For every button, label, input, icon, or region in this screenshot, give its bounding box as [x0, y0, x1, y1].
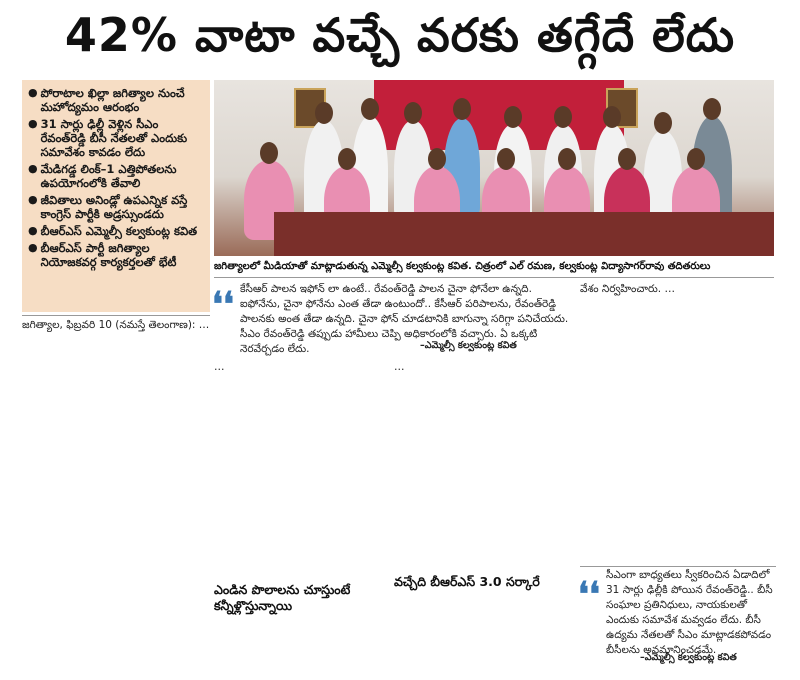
person-head	[260, 142, 278, 164]
quote-mark-icon: ❛❛	[212, 285, 234, 325]
highlight-item	[28, 117, 206, 159]
subheading-2: వచ్చేది బీఆర్ఎస్ 3.0 సర్కారే	[394, 574, 540, 589]
person-head	[428, 148, 446, 170]
highlight-text: బీఆర్ఎస్ ఎమ్మెల్సీ కల్వకుంట్ల కవిత	[40, 224, 198, 238]
highlight-item	[28, 86, 206, 114]
bullet-icon: ●	[28, 117, 38, 130]
article-column-1: జగిత్యాల, ఫిబ్రవరి 10 (నమస్తే తెలంగాణ): …	[22, 319, 210, 331]
person-head	[504, 106, 522, 128]
article-column-2: …	[214, 361, 225, 373]
pull-quote-1: కేసీఆర్ పాలన ఇఫోన్ లా ఉంటే.. రేవంత్‌రెడ్డి పాలన చైనా ఫోనేలా ఉన్నది. ఐఫోనేను, చైనా ఫోనేను ఎంత తేడా ఉంటుందో.. కేసీఆర్ పరిపాలను, రేవంత్‌రెడ్డి పాలనకు అంత తేడా ఉన్నది. చైనా ఫోన్ చూడటానికి బాగున్నా సరిగ్గా పనిచేయదు. సీఎం రేవంత్‌రెడ్డి తప్పుడు హామీలు చెప్పి అధికారంలోకి వచ్చారు. ఏ ఒక్కటి నెరవేర్చడం లేదు.	[240, 283, 569, 355]
highlight-text: జీవితాలు అనిండ్లో ఉపఎన్నిక వస్తే కాంగ్రెస్ పార్టీకి అడ్రస్సుండదు	[40, 193, 188, 221]
highlight-text: పోరాటాల ఖిల్లా జగిత్యాల నుంచే మహోద్యమం ఆరంభం	[40, 86, 185, 114]
article-column-4: వేశం నిర్వహించారు. …	[580, 283, 675, 295]
photo-caption: జగిత్యాలలో మీడియాతో మాట్లాడుతున్న ఎమ్మెల్సీ కల్వకుంట్ల కవిత. చిత్రంలో ఎల్ రమణ, కల్వకుంట్ల విద్యాసాగర్‌రావు తదితరులు	[214, 261, 711, 272]
person-head	[687, 148, 705, 170]
highlight-item	[28, 193, 206, 221]
person-head	[453, 98, 471, 120]
person-head	[361, 98, 379, 120]
person-head	[603, 106, 621, 128]
bullet-icon: ●	[28, 162, 38, 175]
pull-quote-2-attribution: –ఎమ్మెల్సీ కల్వకుంట్ల కవిత	[640, 652, 737, 663]
divider	[22, 315, 210, 316]
bullet-icon: ●	[28, 224, 38, 237]
bullet-icon: ●	[28, 193, 38, 206]
pull-quote-1-attribution: –ఎమ్మెల్సీ కల్వకుంట్ల కవిత	[420, 340, 517, 351]
highlight-item	[28, 224, 206, 238]
microphone-table	[274, 212, 774, 256]
person-head	[554, 106, 572, 128]
highlight-item	[28, 162, 206, 190]
quote-mark-icon: ❛❛	[578, 575, 600, 615]
headline: 42% వాటా వచ్చే వరకు తగ్గేదే లేదు	[64, 8, 736, 62]
person-head	[703, 98, 721, 120]
highlight-text: మేడిగడ్డ లింక్–1 ఎత్తిపోతలను ఉపయోగంలోకి తేవాలి	[40, 162, 177, 190]
highlights-box	[22, 80, 210, 312]
person-head	[404, 102, 422, 124]
article-column-3: …	[394, 361, 405, 373]
person-head	[618, 148, 636, 170]
subheading-1: ఎండిన పొలాలను చూస్తుంటే కన్నీళ్లొస్తున్నాయి	[214, 582, 351, 613]
person-head	[315, 102, 333, 124]
person-head	[558, 148, 576, 170]
divider	[214, 277, 774, 278]
highlight-text: బీఆర్ఎస్ పార్టీ జగిత్యాల నియోజకవర్గ కార్యకర్తలతో భేటీ	[40, 241, 177, 269]
person-head	[654, 112, 672, 134]
bullet-icon: ●	[28, 241, 38, 254]
bullet-icon: ●	[28, 86, 38, 99]
highlight-text: 31 సార్లు ఢిల్లీ వెళ్లిన సీఎం రేవంత్‌రెడ్డి బీసీ నేతలతో ఎందుకు సమావేశం కావడం లేదు	[40, 117, 188, 159]
divider	[580, 566, 776, 567]
pull-quote-2: సీఎంగా బాధ్యతలు స్వీకరించిన ఏడాదిలో 31 సార్లు ఢిల్లీకి పోయిన రేవంత్‌రెడ్డి.. బీసీ సంఘాల ప్రతినిధులు, నాయకులతో ఎందుకు సమావేశ మవ్వడం లేదు. బీసీ ఉద్యమ నేతలతో సీఎం మాట్లాడకపోవడం బీసీలను అవమానించడమే.	[606, 569, 773, 656]
person-head	[338, 148, 356, 170]
press-photo	[214, 80, 774, 256]
person-head	[497, 148, 515, 170]
highlight-item	[28, 241, 206, 269]
